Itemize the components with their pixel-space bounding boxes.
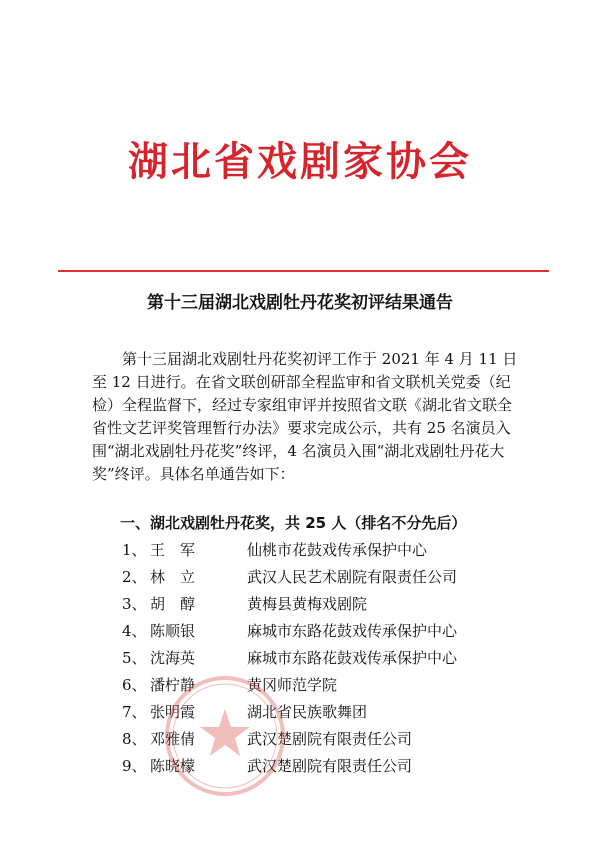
entry-name: 林 立 [150, 568, 196, 586]
entry-index: 3、 [122, 595, 147, 613]
entry-index: 7、 [122, 703, 147, 721]
entry-name: 陈晓檬 [150, 757, 196, 775]
list-item [0, 756, 600, 783]
entry-organization: 湖北省民族歌舞团 [247, 703, 368, 721]
entry-index: 9、 [122, 757, 147, 775]
entry-organization: 麻城市东路花鼓戏传承保护中心 [247, 649, 458, 667]
entry-organization: 武汉楚剧院有限责任公司 [247, 730, 413, 748]
letterhead-title: 湖北省戏剧家协会 [128, 138, 472, 185]
entry-name: 胡 醇 [150, 595, 196, 613]
entry-organization: 武汉人民艺术剧院有限责任公司 [247, 568, 458, 586]
entry-index: 1、 [122, 541, 147, 559]
letterhead-divider [58, 270, 549, 272]
list-item [0, 675, 600, 702]
notice-title: 第十三届湖北戏剧牡丹花奖初评结果通告 [147, 293, 453, 313]
list-item [0, 594, 600, 621]
list-item [0, 540, 600, 567]
list-item [0, 702, 600, 729]
list-item [0, 567, 600, 594]
entry-organization: 黄梅县黄梅戏剧院 [247, 595, 368, 613]
entry-index: 5、 [122, 649, 147, 667]
list-item [0, 648, 600, 675]
list-item [0, 729, 600, 756]
section-heading: 一、湖北戏剧牡丹花奖，共 25 人（排名不分先后） [120, 514, 467, 532]
entry-index: 8、 [122, 730, 147, 748]
entry-name: 陈顺银 [150, 622, 196, 640]
entry-name: 王 军 [150, 541, 196, 559]
entry-name: 沈海英 [150, 649, 196, 667]
entry-organization: 黄冈师范学院 [247, 676, 338, 694]
list-item [0, 621, 600, 648]
official-seal-icon [162, 673, 288, 799]
entry-name: 潘柠静 [150, 676, 196, 694]
entry-name: 张明霞 [150, 703, 196, 721]
winners-list [0, 540, 600, 783]
notice-paragraph: 第十三届湖北戏剧牡丹花奖初评工作于 2021 年 4 月 11 日至 12 日进行。在省文联创研部全程监审和省文联机关党委（纪检）全程监督下，经过专家组审评并按照省文联《湖北省文联全省性文艺评奖管理暂行办法》要求完成公示，共有 25 名演员入围“湖北戏剧牡丹花奖”终评，4 名演员入围“湖北戏剧牡丹花大奖”终评。具体名单通告如下： [92, 350, 518, 483]
entry-index: 2、 [122, 568, 147, 586]
entry-index: 6、 [122, 676, 147, 694]
entry-organization: 仙桃市花鼓戏传承保护中心 [247, 541, 428, 559]
entry-index: 4、 [122, 622, 147, 640]
entry-name: 邓雅倩 [150, 730, 196, 748]
entry-organization: 武汉楚剧院有限责任公司 [247, 757, 413, 775]
entry-organization: 麻城市东路花鼓戏传承保护中心 [247, 622, 458, 640]
